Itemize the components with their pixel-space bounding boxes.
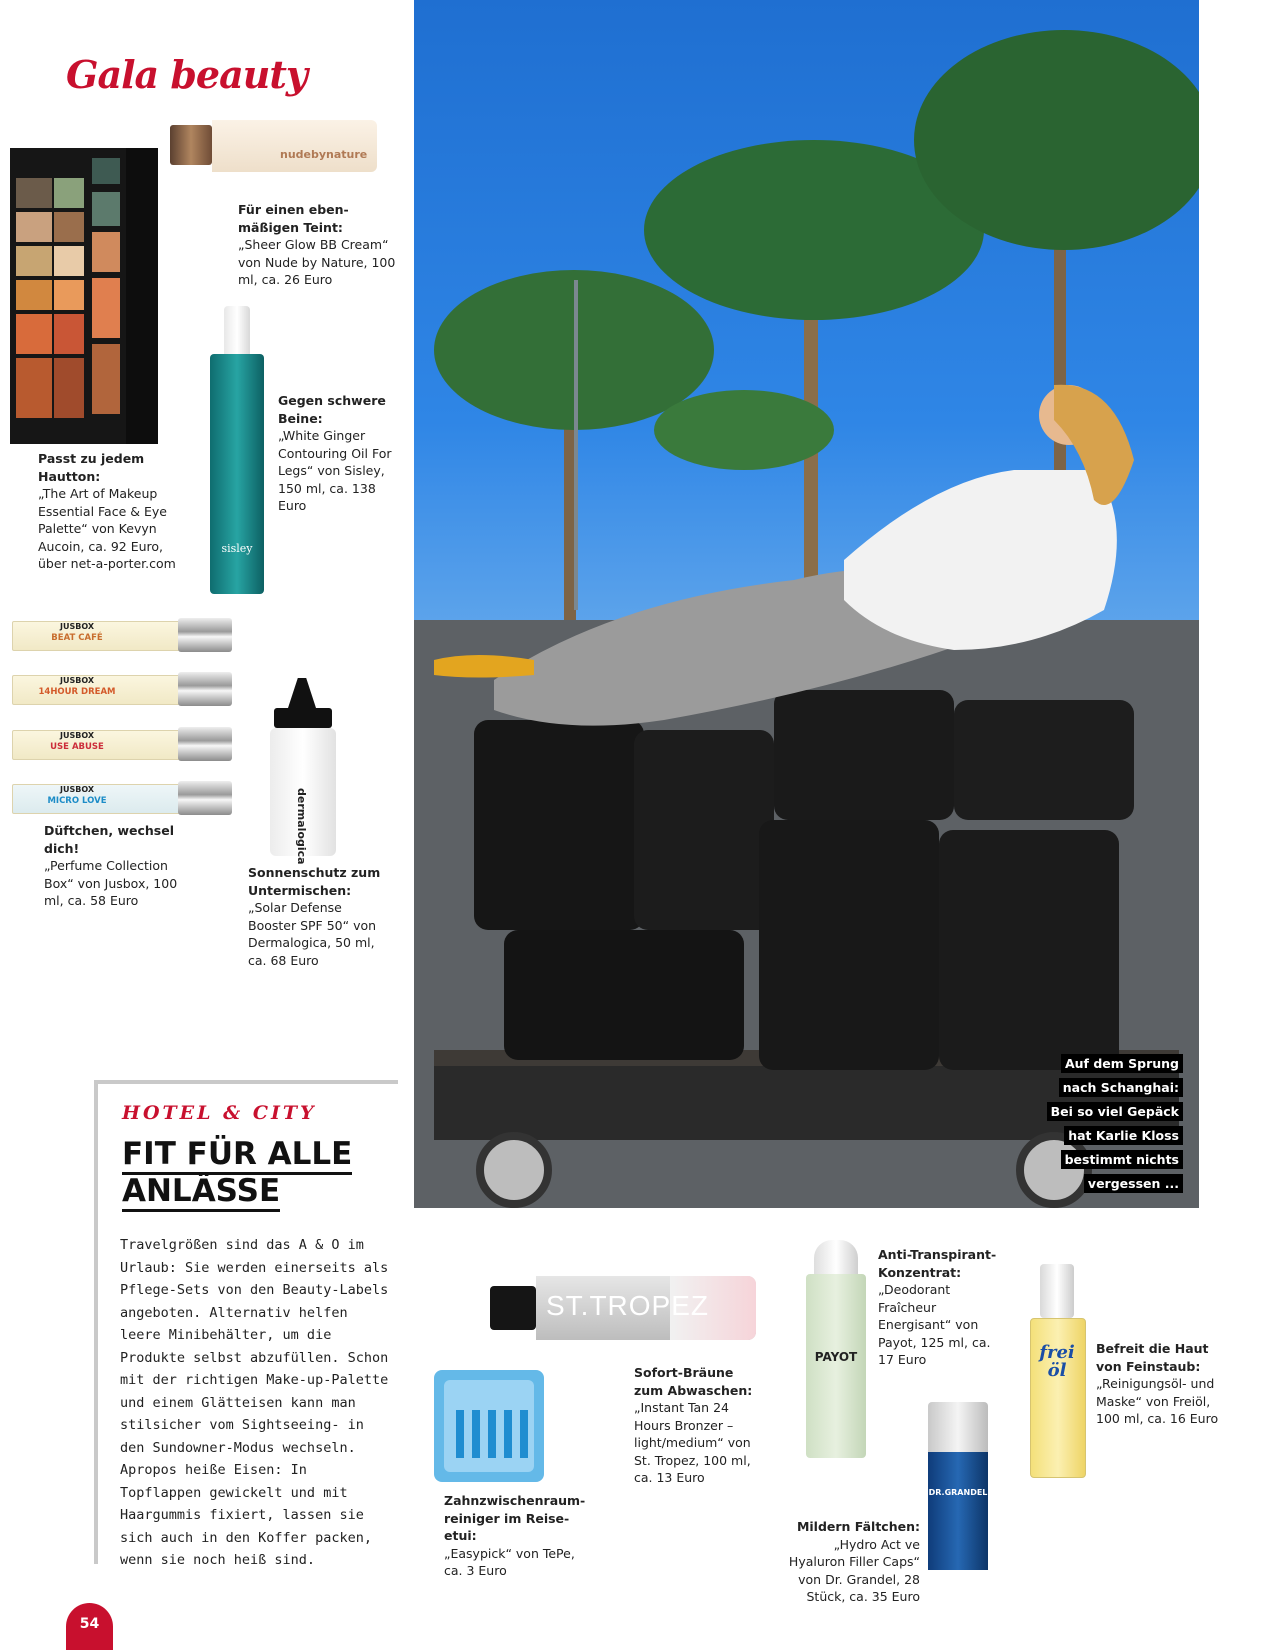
st-tropez-caption (634, 1364, 764, 1487)
st-tropez-label: ST.TROPEZ (546, 1290, 710, 1321)
photo-caption (1013, 1052, 1183, 1196)
payot-caption (878, 1246, 1008, 1369)
article-headline (122, 1136, 392, 1210)
dermalogica-label: dermalogica (295, 788, 308, 865)
sisley-bottle-image (206, 306, 268, 594)
vial-label: 14HOUR DREAM (38, 687, 116, 697)
payot-deodorant-image (806, 1240, 866, 1458)
perfume-vial (12, 618, 234, 652)
dermalogica-caption-text: „Solar Defense Booster SPF 50“ von Dermalogica, 50 ml, ca. 68 Euro (248, 900, 377, 968)
perfume-vial (12, 727, 234, 761)
grandel-label: DR.GRANDEL (928, 1488, 988, 1497)
freioel-caption (1096, 1340, 1236, 1428)
vial-label: BEAT CAFÉ (51, 633, 103, 643)
photo-caption-line: bestimmt nichts (1061, 1150, 1183, 1169)
palette-caption-text: „The Art of Makeup Essential Face & Eye Palette“ von Kevyn Aucoin, ca. 92 Euro, über net-a-porter.com (38, 486, 176, 571)
nude-caption (238, 201, 398, 289)
vial-brand: JUSBOX (59, 731, 94, 740)
photo-caption-line: Bei so viel Gepäck (1047, 1102, 1183, 1121)
st-tropez-caption-lead: Sofort-Bräune zum Abwaschen: (634, 1365, 753, 1398)
tepe-caption (444, 1492, 594, 1580)
jusbox-caption-text: „Perfume Collection Box“ von Jusbox, 100 ml, ca. 58 Euro (44, 858, 178, 908)
palette-caption (38, 450, 188, 573)
st-tropez-tube-image (490, 1276, 758, 1340)
vial-label: MICRO LOVE (47, 796, 107, 806)
dermalogica-bottle-image (266, 678, 338, 865)
sisley-caption-lead: Gegen schwere Beine: (278, 393, 386, 426)
sisley-caption (278, 392, 398, 515)
photo-caption-line: Auf dem Sprung (1061, 1054, 1183, 1073)
st-tropez-caption-text: „Instant Tan 24 Hours Bronzer – light/medium“ von St. Tropez, 100 ml, ca. 13 Euro (634, 1400, 751, 1485)
jusbox-caption-lead: Düftchen, wechsel dich! (44, 823, 175, 856)
perfume-vial (12, 781, 234, 815)
payot-caption-text: „Deodorant Fraîcheur Energisant“ von Payot, 125 ml, ca. 17 Euro (878, 1282, 991, 1367)
vial-brand: JUSBOX (59, 622, 94, 631)
article-body: Travelgrößen sind das A & O im Urlaub: Sie werden einerseits als Pflege-Sets von den Beauty-Labels angeboten. Alternativ helfen leere Minibehälter, um die Produkte selbst abzufüllen. Schon mit der richtigen Make-up-Palette und einem Glätteisen kann man stilsicher vom Sightseeing- in den Sundowner-Modus wechseln. Apropos heiße Eisen: In Topflappen gewickelt und mit Haargummis fixiert, lassen sie sich auch in den Koffer packen, wenn sie noch heiß sind. (120, 1237, 389, 1568)
bb-cream-tube-image (170, 120, 378, 200)
headline-line: FIT FÜR ALLE (122, 1136, 352, 1175)
dermalogica-caption (248, 864, 388, 969)
freioel-caption-text: „Reinigungsöl- und Maske“ von Freiöl, 100 ml, ca. 16 Euro (1096, 1376, 1219, 1426)
travel-photo (414, 0, 1199, 1208)
grandel-caption-text: „Hydro Act ve Hyaluron Filler Caps“ von Dr. Grandel, 28 Stück, ca. 35 Euro (788, 1536, 920, 1604)
freioel-label: frei öl (1039, 1342, 1075, 1381)
jusbox-caption (44, 822, 194, 910)
payot-label: PAYOT (814, 1350, 858, 1364)
sisley-label: sisley (221, 542, 253, 555)
grandel-caption-lead: Mildern Fältchen: (796, 1519, 920, 1534)
sisley-caption-text: „White Ginger Contouring Oil For Legs“ von Sisley, 150 ml, ca. 138 Euro (278, 428, 392, 513)
page-number: 54 (66, 1603, 113, 1650)
eye-palette-image (10, 148, 158, 444)
freioel-caption-lead: Befreit die Haut von Feinstaub: (1096, 1341, 1209, 1374)
payot-caption-lead: Anti-Transpirant-Konzentrat: (878, 1247, 997, 1280)
tepe-caption-lead: Zahnzwischenraum-reiniger im Reise-etui: (444, 1493, 586, 1543)
tepe-case-image (434, 1370, 544, 1482)
nude-caption-lead: Für einen eben-mäßigen Teint: (238, 202, 349, 235)
article-kicker: HOTEL & CITY (122, 1102, 317, 1124)
tepe-caption-text: „Easypick“ von TePe, ca. 3 Euro (444, 1545, 575, 1578)
dermalogica-caption-lead: Sonnenschutz zum Untermischen: (248, 865, 381, 898)
photo-caption-line: hat Karlie Kloss (1064, 1126, 1183, 1145)
grandel-caption (780, 1518, 920, 1606)
headline-line: ANLÄSSE (122, 1173, 280, 1212)
vial-brand: JUSBOX (59, 785, 94, 794)
magazine-section-title: Gala beauty (66, 52, 307, 97)
vial-label: USE ABUSE (50, 742, 104, 752)
freioel-bottle-image (1028, 1264, 1086, 1476)
palette-caption-lead: Passt zu jedem Hautton: (38, 451, 145, 484)
nude-by-nature-label: nudebynature (280, 148, 368, 161)
nude-caption-text: „Sheer Glow BB Cream“ von Nude by Nature, 100 ml, ca. 26 Euro (238, 237, 396, 287)
perfume-vial (12, 672, 234, 706)
photo-caption-line: vergessen ... (1084, 1174, 1183, 1193)
photo-caption-line: nach Schanghai: (1059, 1078, 1183, 1097)
grandel-bottle-image (928, 1402, 988, 1570)
vial-brand: JUSBOX (59, 676, 94, 685)
